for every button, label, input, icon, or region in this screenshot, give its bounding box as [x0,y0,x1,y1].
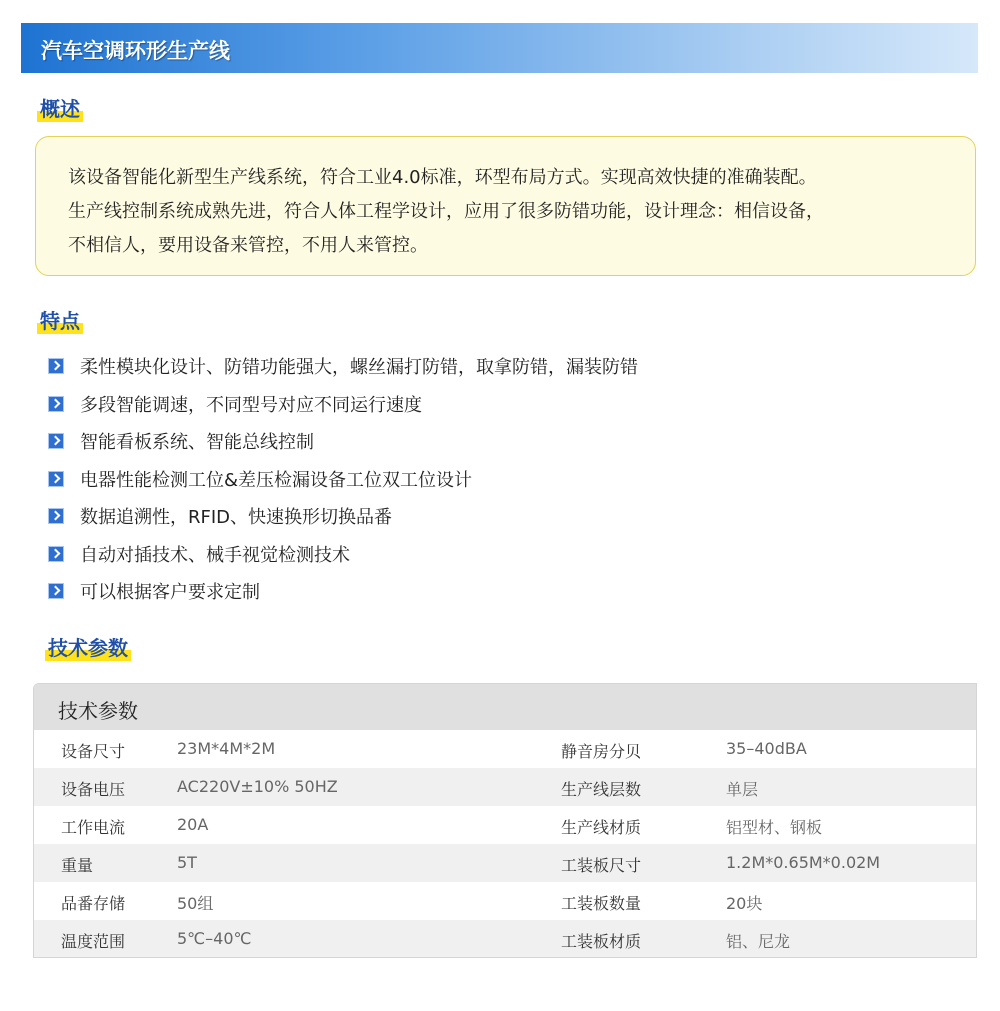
feature-text: 自动对插技术、械手视觉检测技术 [80,545,350,566]
spec-label: 重量 [61,856,94,875]
feature-text: 多段智能调速，不同型号对应不同运行速度 [80,395,422,416]
spec-label: 温度范围 [61,932,126,951]
spec-value: 20A [177,815,209,834]
spec-value: 铝、尼龙 [726,932,791,951]
table-row [34,920,976,958]
table-row [34,768,976,806]
feature-item [48,579,260,603]
feature-item [48,542,350,566]
feature-item [48,504,392,528]
spec-label: 品番存储 [61,894,126,913]
overview-box [35,136,976,276]
spec-value: 铝型材、钢板 [726,818,823,837]
chevron-right-icon [48,358,64,374]
spec-label: 工作电流 [61,818,126,837]
spec-value: 单层 [726,780,759,799]
chevron-right-icon [48,583,64,599]
overview-line-1: 该设备智能化新型生产线系统，符合工业4.0标准，环型布局方式。实现高效快捷的准确装配。 [68,167,817,188]
spec-value: 20块 [726,894,763,913]
overview-heading: 概述 [37,93,83,122]
spec-label: 工装板尺寸 [561,856,642,875]
feature-text: 电器性能检测工位&差压检漏设备工位双工位设计 [80,470,473,491]
spec-label: 生产线材质 [561,818,642,837]
overview-line-2: 生产线控制系统成熟先进，符合人体工程学设计，应用了很多防错功能，设计理念：相信设备， [68,201,824,222]
feature-text: 可以根据客户要求定制 [80,582,260,603]
feature-item [48,392,422,416]
spec-label: 生产线层数 [561,780,642,799]
spec-value: 23M*4M*2M [177,739,276,758]
table-row [34,730,976,768]
page-title: 汽车空调环形生产线 [41,39,230,63]
chevron-right-icon [48,508,64,524]
spec-value: 1.2M*0.65M*0.02M [726,853,881,872]
spec-value: AC220V±10% 50HZ [177,777,338,796]
spec-value: 5T [177,853,197,872]
feature-item [48,467,472,491]
spec-value: 50组 [177,894,214,913]
feature-text: 智能看板系统、智能总线控制 [80,432,314,453]
chevron-right-icon [48,433,64,449]
spec-value: 35–40dBA [726,739,807,758]
spec-label: 设备尺寸 [61,742,126,761]
spec-table-title: 技术参数 [58,699,138,723]
spec-label: 设备电压 [61,780,126,799]
features-heading: 特点 [37,305,83,334]
spec-table-header [34,684,976,730]
spec-value: 5℃–40℃ [177,929,252,948]
spec-table [33,683,977,958]
feature-item [48,354,638,378]
chevron-right-icon [48,546,64,562]
table-row [34,806,976,844]
table-row [34,882,976,920]
overview-line-3: 不相信人，要用设备来管控，不用人来管控。 [68,235,428,256]
table-row [34,844,976,882]
chevron-right-icon [48,471,64,487]
feature-text: 柔性模块化设计、防错功能强大，螺丝漏打防错，取拿防错，漏装防错 [80,357,638,378]
spec-label: 工装板数量 [561,894,642,913]
feature-item [48,429,314,453]
specs-heading: 技术参数 [45,632,131,661]
spec-label: 工装板材质 [561,932,642,951]
feature-text: 数据追溯性，RFID、快速换形切换品番 [80,507,393,528]
page-title-bar [21,23,978,73]
chevron-right-icon [48,396,64,412]
spec-label: 静音房分贝 [561,742,642,761]
